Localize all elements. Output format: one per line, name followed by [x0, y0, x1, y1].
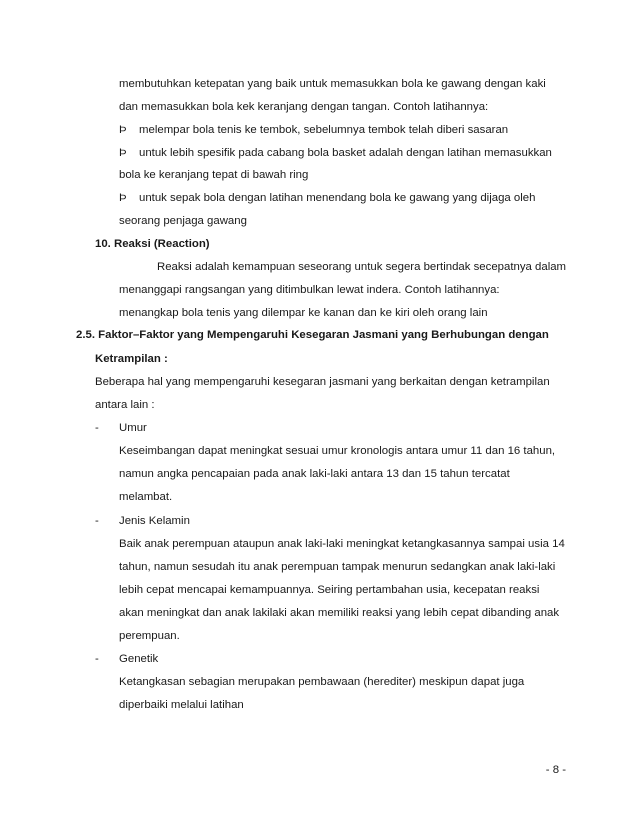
section-heading: 10. Reaksi (Reaction): [95, 238, 210, 250]
bullet-glyph: Þ: [119, 147, 127, 159]
text-line: menanggapi rangsangan yang ditimbulkan lewat indera. Contoh latihannya:: [119, 284, 500, 296]
text-line: perempuan.: [119, 630, 180, 642]
text-line: Keseimbangan dapat meningkat sesuai umur kronologis antara umur 11 dan 16 tahun,: [119, 445, 556, 457]
page-number: - 8 -: [545, 764, 566, 776]
bullet-item: [119, 146, 552, 160]
bullet-text: melempar bola tenis ke tembok, sebelumnya tembok telah diberi sasaran: [139, 124, 509, 136]
text-line: Ketangkasan sebagian merupakan pembawaan (herediter) meskipun dapat juga: [119, 676, 525, 688]
text-line: dan memasukkan bola kek keranjang dengan tangan. Contoh latihannya:: [119, 101, 489, 113]
text-line: antara lain :: [95, 399, 155, 411]
text-line: membutuhkan ketepatan yang baik untuk memasukkan bola ke gawang dengan kaki: [119, 78, 546, 90]
text-line: melambat.: [119, 491, 173, 503]
text-line: tahun, namun sesudah itu anak perempuan tampak menurun sedangkan anak laki-laki: [119, 561, 556, 573]
bullet-text: untuk lebih spesifik pada cabang bola basket adalah dengan latihan memasukkan: [139, 147, 552, 159]
text-line: lebih cepat mencapai kemampuannya. Seiring pertambahan usia, kecepatan reaksi: [119, 584, 540, 596]
text-line: Beberapa hal yang mempengaruhi kesegaran jasmani yang berkaitan dengan ketrampilan: [95, 376, 550, 388]
list-item-title: Umur: [119, 422, 147, 434]
bullet-glyph: Þ: [119, 192, 127, 204]
bullet-item: [119, 123, 508, 137]
chapter-heading-cont: Ketrampilan :: [95, 353, 168, 365]
text-line: namun angka pencapaian pada anak laki-laki antara 13 dan 15 tahun tercatat: [119, 468, 510, 480]
list-dash: -: [95, 422, 99, 434]
list-dash: -: [95, 653, 99, 665]
text-line: menangkap bola tenis yang dilempar ke kanan dan ke kiri oleh orang lain: [119, 307, 488, 319]
list-dash: -: [95, 515, 99, 527]
text-line: akan meningkat dan anak lakilaki akan memiliki reaksi yang lebih cepat dibanding anak: [119, 607, 560, 619]
text-line: diperbaiki melalui latihan: [119, 699, 244, 711]
bullet-item: [119, 191, 535, 205]
bullet-glyph: Þ: [119, 124, 127, 136]
text-line: Reaksi adalah kemampuan seseorang untuk segera bertindak secepatnya dalam: [157, 261, 567, 273]
bullet-text: untuk sepak bola dengan latihan menendang bola ke gawang yang dijaga oleh: [139, 192, 536, 204]
text-line: seorang penjaga gawang: [119, 215, 247, 227]
text-line: bola ke keranjang tepat di bawah ring: [119, 169, 309, 181]
list-item-title: Jenis Kelamin: [119, 515, 190, 527]
text-line: Baik anak perempuan ataupun anak laki-laki meningkat ketangkasannya sampai usia 14: [119, 538, 565, 550]
chapter-heading: 2.5. Faktor–Faktor yang Mempengaruhi Kesegaran Jasmani yang Berhubungan dengan: [76, 329, 549, 341]
list-item-title: Genetik: [119, 653, 159, 665]
